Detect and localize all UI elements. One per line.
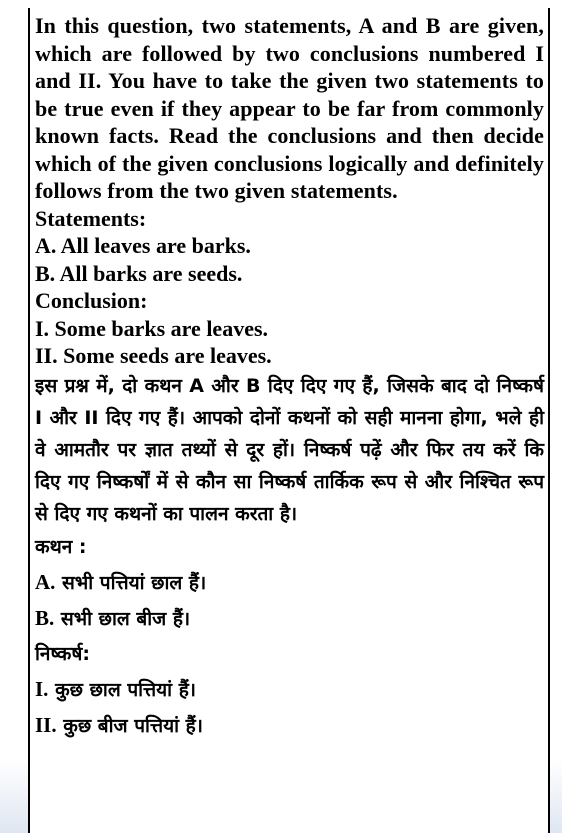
hindi-statement-a [35, 565, 544, 601]
english-statement-b: B. All barks are seeds. [35, 260, 243, 286]
hindi-statements-heading: कथन : [35, 535, 87, 558]
english-conclusion-2: II. Some seeds are leaves. [35, 343, 272, 368]
hindi-statement-b-text: सभी छाल बीज हैं। [60, 607, 191, 630]
hindi-conclusion-1-prefix: I. [35, 676, 49, 701]
hindi-conclusion-1-text: कुछ छाल पत्तियां हैं। [55, 678, 197, 701]
hindi-statement-b [35, 601, 544, 637]
question-content [35, 12, 544, 744]
english-conclusion-1: I. Some barks are leaves. [35, 315, 269, 341]
english-statement-a: A. All leaves are barks. [35, 233, 251, 258]
english-conclusion-heading: Conclusion: [35, 288, 148, 313]
hindi-statement-b-prefix: B. [35, 605, 55, 630]
hindi-conclusion-2-text: कुछ बीज पत्तियां हैं। [63, 714, 203, 737]
hindi-conclusion-2-prefix: II. [35, 712, 57, 737]
hindi-conclusion-1 [35, 672, 544, 708]
hindi-statement-a-text: सभी पत्तियां छाल हैं। [62, 571, 207, 594]
english-instruction: In this question, two statements, A and B are given, which are followed by two conclusions numbered I and II. You have to take the given two statements to be true even if they appear to be far from commonly known facts. Read the conclusions and then decide which of the given conclusions logically and definitely follows from the two given statements. [35, 13, 544, 203]
english-statements-heading: Statements: [35, 205, 147, 231]
hindi-conclusion-heading: निष्कर्ष: [35, 642, 90, 665]
hindi-conclusion-2 [35, 708, 544, 744]
hindi-statement-a-prefix: A. [35, 569, 56, 594]
hindi-instruction: इस प्रश्न में, दो कथन A और B दिए दिए गए हैं, जिसके बाद दो निष्कर्ष I और II दिए गए हैं। आपको दोनों कथनों को सही मानना होगा, भले ही वे आमतौर पर ज्ञात तथ्यों से दूर हों। निष्कर्ष पढ़ें और फिर तय करें कि दिए गए निष्कर्षों में से कौन सा निष्कर्ष तार्किक रूप से और निश्चित रूप से दिए गए कथनों का पालन करता है। [35, 374, 544, 525]
